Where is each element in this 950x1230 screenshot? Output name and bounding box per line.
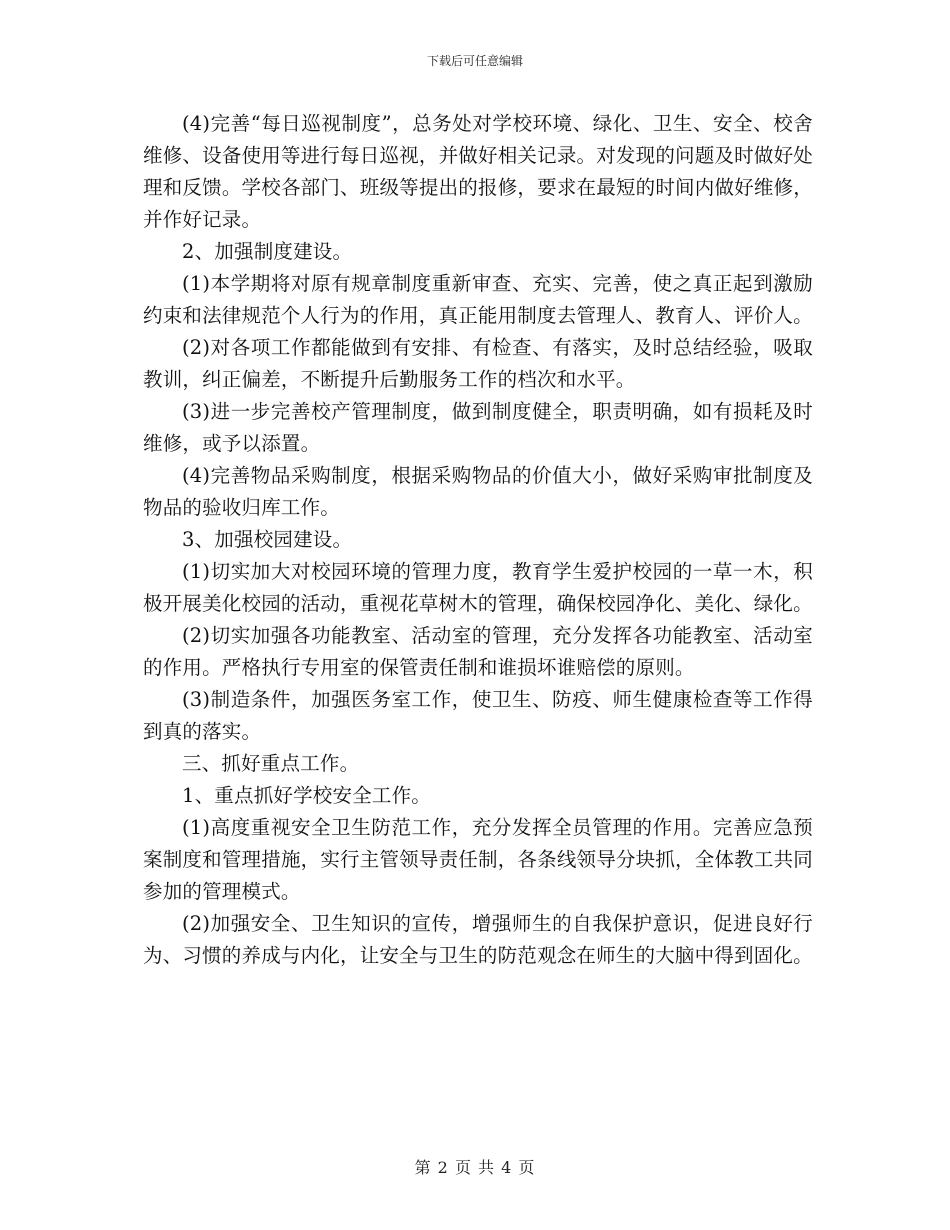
page-header: 下载后可任意编辑 [426, 54, 523, 68]
paragraph: (1)高度重视安全卫生防范工作，充分发挥全员管理的作用。完善应急预案制度和管理措施，实行主管领导责任制，各条线领导分块抓，全体教工共同参加的管理模式。 [143, 816, 813, 903]
paragraph: (2)对各项工作都能做到有安排、有检查、有落实，及时总结经验，吸取教训，纠正偏差，不断提升后勤服务工作的档次和水平。 [143, 336, 813, 391]
section-heading: 三、抓好重点工作。 [182, 752, 360, 775]
document-body [143, 108, 813, 972]
paragraph: (2)切实加强各功能教室、活动室的管理，充分发挥各功能教室、活动室的作用。严格执行专用室的保管责任制和谁损坏谁赔偿的原则。 [143, 624, 813, 679]
paragraph: (1)切实加大对校园环境的管理力度，教育学生爱护校园的一草一木，积极开展美化校园的活动，重视花草树木的管理，确保校园净化、美化、绿化。 [143, 560, 813, 615]
section-heading: 3、加强校园建设。 [182, 528, 353, 551]
paragraph: (4)完善“每日巡视制度”，总务处对学校环境、绿化、卫生、安全、校舍维修、设备使用等进行每日巡视，并做好相关记录。对发现的问题及时做好处理和反馈。学校各部门、班级等提出的报修，要求在最短的时间内做好维修，并作好记录。 [143, 112, 813, 231]
section-heading: 1、重点抓好学校安全工作。 [182, 784, 432, 807]
page-number: 第 2 页 共 4 页 [414, 1158, 536, 1177]
paragraph: (1)本学期将对原有规章制度重新审查、充实、完善，使之真正起到激励约束和法律规范个人行为的作用，真正能用制度去管理人、教育人、评价人。 [143, 272, 813, 327]
paragraph: (2)加强安全、卫生知识的宣传，增强师生的自我保护意识，促进良好行为、习惯的养成与内化，让安全与卫生的防范观念在师生的大脑中得到固化。 [143, 912, 813, 967]
paragraph: (3)制造条件，加强医务室工作，使卫生、防疫、师生健康检查等工作得到真的落实。 [143, 688, 813, 743]
paragraph: (3)进一步完善校产管理制度，做到制度健全，职责明确，如有损耗及时维修，或予以添置。 [143, 400, 813, 455]
paragraph: (4)完善物品采购制度，根据采购物品的价值大小，做好采购审批制度及物品的验收归库工作。 [143, 464, 813, 519]
section-heading: 2、加强制度建设。 [182, 240, 353, 263]
